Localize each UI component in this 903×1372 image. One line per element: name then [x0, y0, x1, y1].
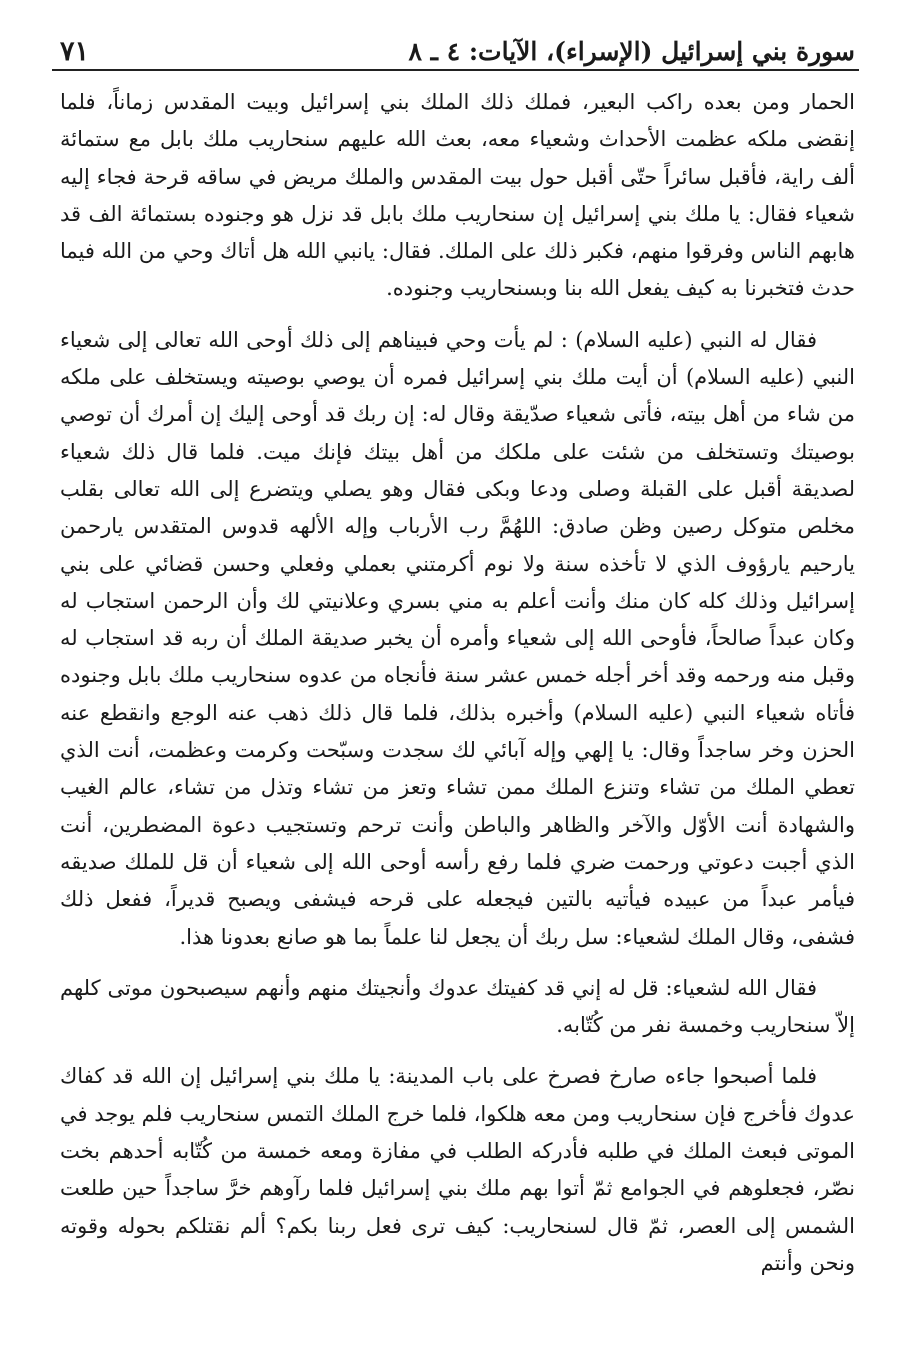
body-text — [60, 84, 855, 1282]
paragraph: فلما أصبحوا جاءه صارخ فصرخ على باب المدينة: يا ملك بني إسرائيل إن الله قد كفاك عدوك فأخرج فإن سنحاريب ومن معه هلكوا، فلما خرج الملك التمس سنحاريب فلم يوجد في الموتى فبعث الملك في طلبه فأدركه الطلب في مفازة ومعه خمسة من كُتّابه أحدهم بخت نصّر، فجعلوهم في الجوامع ثمّ أتوا بهم ملك بني إسرائيل فلما رآوهم خرَّ ساجداً حين طلعت الشمس إلى العصر، ثمّ قال لسنحاريب: كيف ترى فعل ربنا بكم؟ ألم نقتلكم بحوله وقوته ونحن وأنتم — [60, 1064, 855, 1275]
header-divider — [52, 69, 859, 71]
paragraph: الحمار ومن بعده راكب البعير، فملك ذلك الملك بني إسرائيل وبيت المقدس زماناً، فلما إنقضى ملكه عظمت الأحداث وشعياء معه، بعث الله عليهم سنحاريب ملك بابل مع ستمائة ألف راية، فأقبل سائراً حتّى أقبل حول بيت المقدس والملك مريض في ساقه قرحة فجاء إليه شعياء فقال: يا ملك بني إسرائيل إن سنحاريب ملك بابل قد نزل هو وجنوده بستمائة الف قد هابهم الناس وفرقوا منهم، فكبر ذلك على الملك. فقال: يانبي الله هل أتاك وحي من الله فيما حدث فتخبرنا به كيف يفعل الله بنا وبسنحاريب وجنوده. — [60, 90, 855, 301]
paragraph: فقال الله لشعياء: قل له إني قد كفيتك عدوك وأنجيتك منهم وأنهم سيصبحون موتى كلهم إلاّ سنحاريب وخمسة نفر من كُتّابه. — [60, 975, 855, 1038]
paragraph: فقال له النبي (عليه السلام) : لم يأت وحي فبيناهم إلى ذلك أوحى الله تعالى إلى شعياء النبي (عليه السلام) أن أيت ملك بني إسرائيل فمره أن يوصي بوصيته ويستخلف على ملكه من شاء من أهل بيته، فأتى شعياء صدّيقة وقال له: إن ربك قد أوحى إليك إن أمرك أن توصي بوصيتك وتستخلف من شئت على ملكك من أهل بيتك فإنك ميت. فلما قال ذلك شعياء لصديقة أقبل على القبلة وصلى ودعا وبكى فقال وهو يصلي ويتضرع إلى الله تعالى بقلب مخلص متوكل رصين وظن صادق: اللهُمَّ رب الأرباب وإله الألهه قدوس المتقدس يارحمن يارحيم يارؤوف الذي لا تأخذه سنة ولا نوم أكرمتني بعملي وفعلي وحسن قضائي على بني إسرائيل وذلك كله كان منك وأنت أعلم به مني بسري وعلانيتي لك وأن الرحمن استجاب له وكان عبداً صالحاً، فأوحى الله إلى شعياء وأمره أن يخبر صديقة الملك أن ربه قد استجاب له وقبل منه ورحمه وقد أخر أجله خمس عشر سنة فأنجاه من عدوه سنحاريب ملك بابل وجنوده فأتاه شعياء النبي (عليه السلام) وأخبره بذلك، فلما قال ذلك ذهب عنه الوجع وانقطع عنه الحزن وخر ساجداً وقال: يا إلهي وإله آبائي لك سجدت وسبّحت وكرمت وعظمت، أنت الذي تعطي الملك من تشاء وتنزع الملك ممن تشاء وتعز من تشاء وتذل من تشاء، عالم الغيب والشهادة أنت الأوّل والآخر والظاهر والباطن وأنت ترحم وتستجيب دعوة المضطرين، أنت الذي أجبت دعوتي ورحمت ضري فلما رفع رأسه أوحى الله إلى شعياء أن قل للملك صديقه فيأمر عبداً من عبيده فيأتيه بالتين فيجعله على قرحه فيشفى ويصبح قديراً، ففعل ذلك فشفى، وقال الملك لشعياء: سل ربك أن يجعل لنا علماً بما هو صانع بعدونا هذا. — [60, 327, 855, 949]
running-title: سورة بني إسرائيل (الإسراء)، الآيات: ٤ ـ ٨ — [408, 37, 855, 66]
page-number: ٧١ — [60, 36, 90, 67]
page-header — [60, 28, 855, 68]
